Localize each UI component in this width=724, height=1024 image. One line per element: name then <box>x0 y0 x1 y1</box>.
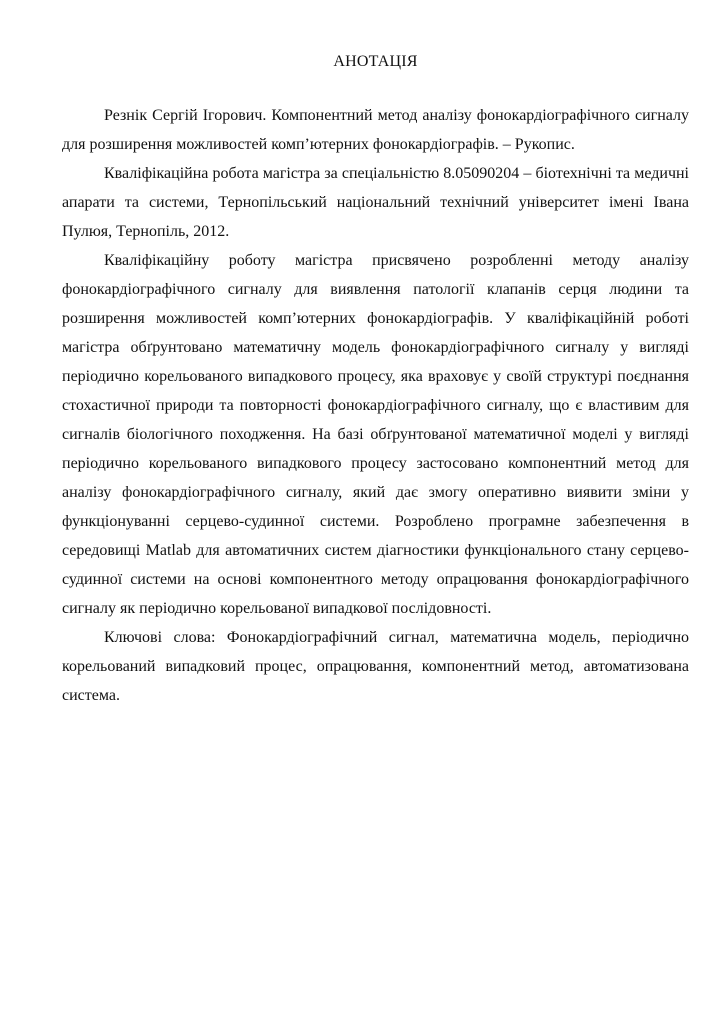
document-page <box>62 50 689 710</box>
qualification-paragraph: Кваліфікаційна робота магістра за спеціальністю 8.05090204 – біотехнічні та медичні апарати та системи, Тернопільський національний технічний університет імені Івана Пулюя, Тернопіль, 2012. <box>62 165 689 240</box>
author-citation-paragraph: Резнік Сергій Ігорович. Компонентний метод аналізу фонокардіографічного сигналу для розширення можливостей комп’ютерних фонокардіографів. – Рукопис. <box>62 107 689 153</box>
keywords-paragraph: Ключові слова: Фонокардіографічний сигнал, математична модель, періодично корельований випадковий процес, опрацювання, компонентний метод, автоматизована система. <box>62 629 689 704</box>
page-title: АНОТАЦІЯ <box>333 53 418 70</box>
abstract-body-paragraph: Кваліфікаційну роботу магістра присвячено розробленні методу аналізу фонокардіографічного сигналу для виявлення патології клапанів серця людини та розширення можливостей комп’ютерних фонокардіографів. У кваліфікаційній роботі магістра обґрунтовано математичну модель фонокардіографічного сигналу у вигляді періодично корельованого випадкового процесу, яка враховує у своїй структурі поєднання стохастичної природи та повторності фонокардіографічного сигналу, що є властивим для сигналів біологічного походження. На базі обґрунтованої математичної моделі у вигляді періодично корельованого випадкового процесу застосовано компонентний метод для аналізу фонокардіографічного сигналу, який дає змогу оперативно виявити зміни у функціонуванні серцево-судинної системи. Розроблено програмне забезпечення в середовищі Matlab для автоматичних систем діагностики функціонального стану серцево-судинної системи на основі компонентного методу опрацювання фонокардіографічного сигналу як періодично корельованої випадкової послідовності. <box>62 252 689 617</box>
